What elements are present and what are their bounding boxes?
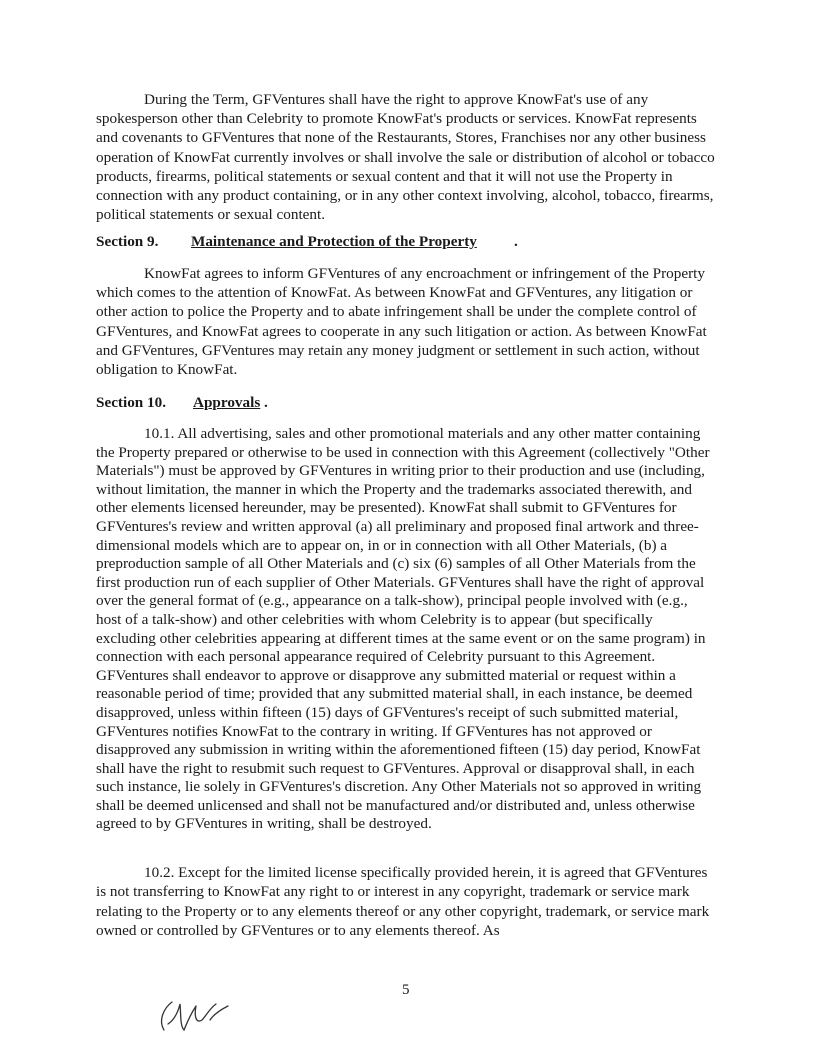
paragraph-section-9: KnowFat agrees to inform GFVentures of any encroachment or infringement of the Property which comes to the attention of KnowFat. As between KnowFat and GFVentures, any litigation or other action to police the Property and to abate infringement shall be under the complete control of GFVentures, and KnowFat agrees to cooperate in any such litigation or action. As between KnowFat and GFVentures, GFVentures may retain any money judgment or settlement in such action, without obligation to KnowFat. [96,265,707,379]
section-9-heading [96,232,518,251]
section-9-trail: . [514,233,518,250]
signature-initials-mark [150,990,240,1040]
section-9-label: Section 9. [96,233,159,250]
section-10-heading [96,393,268,412]
section-9-title: Maintenance and Protection of the Property [191,233,477,250]
paragraph-10-1: 10.1. All advertising, sales and other promotional materials and any other matter containing the Property prepared or otherwise to be used in connection with this Agreement (collectively "Other Materials") must be approved by GFVentures in writing prior to their production and use (including, without limitation, the manner in which the Property and the trademarks associated therewith, and other elements licensed hereunder, may be presented). KnowFat shall submit to GFVentures for GFVentures's review and written approval (a) all preliminary and proposed final artwork and three-dimensional models which are to appear on, in or in connection with all Other Materials, (b) a preproduction sample of all Other Materials and (c) six (6) samples of all Other Materials from the first production run of each supplier of Other Materials. GFVentures shall have the right of approval over the general format of (e.g., appearance on a talk-show), principal people involved with (e.g., host of a talk-show) and other celebrities with whom Celebrity is to appear (but specifically excluding other celebrities appearing at different times at the same event or on the same program) in connection with each personal appearance required of Celebrity pursuant to this Agreement. GFVentures shall endeavor to approve or disapprove any submitted material or request within a reasonable period of time; provided that any submitted material shall, in each instance, be deemed disapproved, unless within fifteen (15) days of GFVentures's receipt of such submitted material, GFVentures notifies KnowFat to the contrary in writing. If GFVentures has not approved or disapproved any submission in writing within the aforementioned fifteen (15) day period, KnowFat shall have the right to resubmit such request to GFVentures. Approval or disapproval shall, in each such instance, lie solely in GFVentures's discretion. Any Other Materials not so approved in writing shall be deemed unlicensed and shall not be manufactured and/or distributed and, unless otherwise agreed to by GFVentures in writing, shall be destroyed. [96,425,710,833]
section-10-title: Approvals [193,394,261,411]
paragraph-term-approval: During the Term, GFVentures shall have the right to approve KnowFat's use of any spokesperson other than Celebrity to promote KnowFat's products or services. KnowFat represents and covenants to GFVentures that none of the Restaurants, Stores, Franchises nor any other business operation of KnowFat currently involves or shall involve the sale or distribution of alcohol or tobacco products, firearms, political statements or sexual content and that it will not use the Property in connection with any product containing, or in any other context involving, alcohol, tobacco, firearms, political statements or sexual content. [96,91,715,224]
page-number: 5 [402,982,410,998]
paragraph-10-2: 10.2. Except for the limited license specifically provided herein, it is agreed that GFVentures is not transferring to KnowFat any right to or interest in any copyright, trademark or service mark relating to the Property or to any elements thereof or any other copyright, trademark, or service mark owned or controlled by GFVentures or to any elements thereof. As [96,864,710,940]
section-10-trail: . [264,394,268,411]
section-10-label: Section 10. [96,394,167,411]
